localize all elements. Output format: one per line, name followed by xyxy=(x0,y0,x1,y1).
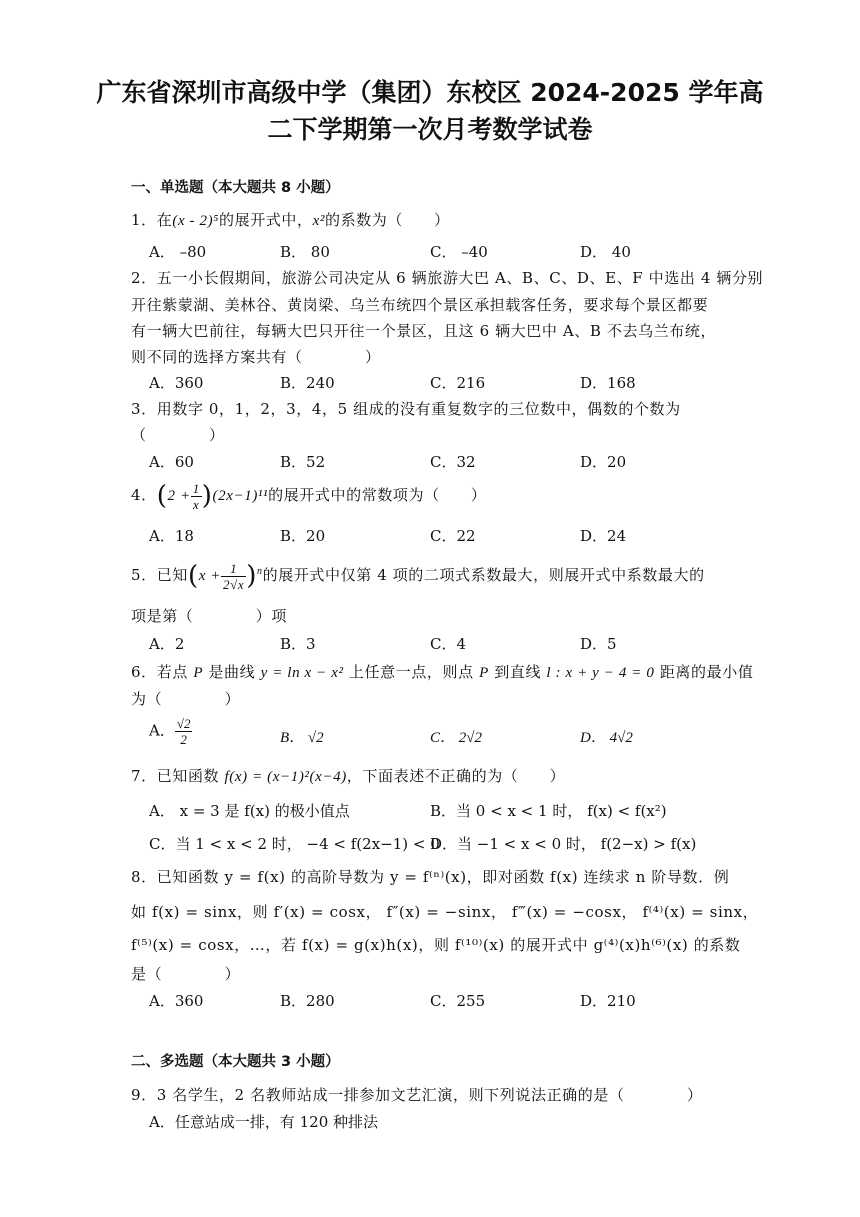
question-5-stem xyxy=(131,552,726,596)
q1-option-b[interactable]: B． 80 xyxy=(280,243,330,261)
q2-stem-line-4: 则不同的选择方案共有（ ） xyxy=(131,348,381,366)
exam-title-line-2: 二下学期第一次月考数学试卷 xyxy=(267,115,593,144)
q5-prefix: 5．已知 xyxy=(131,566,188,584)
section-heading-single-choice: 一、单选题（本大题共 8 小题） xyxy=(131,180,340,196)
question-7-stem xyxy=(131,765,726,786)
q1-option-c[interactable]: C． –40 xyxy=(430,243,488,261)
q6-option-a-fraction xyxy=(175,716,193,747)
q6-point-p: P xyxy=(193,665,204,681)
q7-option-a[interactable]: A． x = 3 是 f(x) 的极小值点 xyxy=(149,802,350,820)
q5-suffix: 的展开式中仅第 4 项的二项式系数最大，则展开式中系数最大的 xyxy=(262,566,705,584)
q2-stem-line-2: 开往紫蒙湖、美林谷、黄岗梁、乌兰布统四个景区承担载客任务，要求每个景区都要 xyxy=(131,296,709,314)
q8-stem-line-4: 是（ ） xyxy=(131,965,241,983)
q5-option-c[interactable]: C．4 xyxy=(430,635,467,653)
q7-function: f(x) = (x−1)²(x−4) xyxy=(224,769,347,785)
q8-option-b[interactable]: B．280 xyxy=(280,992,335,1010)
question-4-stem xyxy=(131,477,726,514)
q5-left-paren: ( xyxy=(187,561,199,591)
q1-expression: (x - 2)⁵ xyxy=(172,213,220,229)
q6-text-e: 距离的最小值 xyxy=(654,663,754,681)
q4-pre: 2 + xyxy=(167,488,191,504)
section-heading-multi-choice: 二、多选题（本大题共 3 小题） xyxy=(131,1054,340,1070)
q7-option-c[interactable]: C．当 1 < x < 2 时， −4 < f(2x−1) < 0 xyxy=(149,835,440,853)
q6-point-p-2: P xyxy=(479,665,489,681)
q4-frac-num: 1 xyxy=(192,480,200,496)
q8-stem-line-2: 如 f(x) = sinx，则 f′(x) = cosx， f″(x) = −sinx， f‴(x) = −cosx， f⁽⁴⁾(x) = sinx， xyxy=(131,903,759,921)
q4-option-d[interactable]: D．24 xyxy=(580,527,627,545)
q1-mid: 的展开式中， xyxy=(219,211,313,229)
q2-option-d[interactable]: D．168 xyxy=(580,374,636,392)
q5-fraction xyxy=(221,561,246,592)
q6-option-b[interactable]: B． √2 xyxy=(280,730,324,746)
q1-variable: x² xyxy=(312,213,325,229)
q7-option-b[interactable]: B．当 0 < x < 1 时， f(x) < f(x²) xyxy=(430,802,667,820)
q8-option-c[interactable]: C．255 xyxy=(430,992,486,1010)
q6-option-a-label: A． xyxy=(149,721,175,740)
q6-text-c: 上任意一点，则点 xyxy=(343,663,480,681)
q3-stem-line-2: （ ） xyxy=(131,426,225,444)
q4-prefix: 4． xyxy=(131,486,157,504)
q6-text-a: 6．若点 xyxy=(131,663,194,681)
q7-option-d[interactable]: D．当 −1 < x < 0 时， f(2−x) > f(x) xyxy=(430,835,697,853)
q6-text-b: 是曲线 xyxy=(203,663,261,681)
q5-option-b[interactable]: B．3 xyxy=(280,635,316,653)
q4-option-b[interactable]: B．20 xyxy=(280,527,326,545)
q4-suffix: 的展开式中的常数项为（ ） xyxy=(268,486,487,504)
q2-stem-line-1: 2．五一小长假期间，旅游公司决定从 6 辆旅游大巴 A、B、C、D、E、F 中选出 4 辆分别 xyxy=(131,269,764,287)
q6-curve: y = ln x − x² xyxy=(260,665,344,681)
q8-option-d[interactable]: D．210 xyxy=(580,992,636,1010)
exam-title-line-1: 广东省深圳市高级中学（集团）东校区 2024-2025 学年高 xyxy=(96,78,764,107)
q3-stem-line-1: 3．用数字 0，1，2，3，4，5 组成的没有重复数字的三位数中，偶数的个数为 xyxy=(131,400,681,418)
q6-option-d[interactable]: D． 4√2 xyxy=(580,730,633,746)
q1-prefix: 1．在 xyxy=(131,211,173,229)
q6-option-a[interactable] xyxy=(149,716,192,747)
q5-right-paren: ) xyxy=(246,561,258,591)
q2-option-c[interactable]: C．216 xyxy=(430,374,486,392)
q3-option-d[interactable]: D．20 xyxy=(580,453,627,471)
q8-option-a[interactable]: A．360 xyxy=(149,992,204,1010)
q6-line: l : x + y − 4 = 0 xyxy=(546,665,655,681)
q3-option-a[interactable]: A．60 xyxy=(149,453,194,471)
q6-option-c[interactable]: C． 2√2 xyxy=(430,730,482,746)
q8-stem-line-3: f⁽⁵⁾(x) = cosx，…，若 f(x) = g(x)h(x)，则 f⁽¹⁰⁾(x) 的展开式中 g⁽⁴⁾(x)h⁽⁶⁾(x) 的系数 xyxy=(131,936,741,954)
q2-stem-line-3: 有一辆大巴前往，每辆大巴只开往一个景区，且这 6 辆大巴中 A、B 不去乌兰布统， xyxy=(131,322,717,340)
q1-suffix: 的系数为（ ） xyxy=(324,211,450,229)
q5-frac-num: 1 xyxy=(221,561,246,577)
q6-option-a-num: √2 xyxy=(176,716,191,731)
q6-stem-line-2: 为（ ） xyxy=(131,690,241,708)
q5-frac-den: 2√x xyxy=(223,576,245,592)
q5-stem-line-2: 项是第（ ）项 xyxy=(131,607,288,625)
q6-option-a-den: 2 xyxy=(180,732,187,747)
q5-pre: x + xyxy=(198,568,222,584)
q9-option-a[interactable]: A．任意站成一排，有 120 种排法 xyxy=(149,1113,379,1131)
q7-suffix: ，下面表述不正确的为（ ） xyxy=(346,767,566,785)
q5-option-a[interactable]: A．2 xyxy=(149,635,185,653)
q2-option-b[interactable]: B．240 xyxy=(280,374,335,392)
q5-option-d[interactable]: D．5 xyxy=(580,635,617,653)
q8-stem-line-1: 8．已知函数 y = f(x) 的高阶导数为 y = f⁽ⁿ⁾(x)，即对函数 f(x) 连续求 n 阶导数．例 xyxy=(131,868,730,886)
q4-expr2: (2x−1)¹¹ xyxy=(212,488,269,504)
q5-exponent: n xyxy=(257,566,263,577)
q9-stem-line-1: 9．3 名学生，2 名教师站成一排参加文艺汇演，则下列说法正确的是（ ） xyxy=(131,1086,703,1104)
q4-frac-den: x xyxy=(193,496,200,512)
q4-option-c[interactable]: C．22 xyxy=(430,527,476,545)
q4-right-paren: ) xyxy=(201,481,213,511)
q3-option-c[interactable]: C．32 xyxy=(430,453,476,471)
q3-option-b[interactable]: B．52 xyxy=(280,453,326,471)
q4-option-a[interactable]: A．18 xyxy=(149,527,194,545)
question-1-stem xyxy=(131,209,726,230)
q1-option-a[interactable]: A． –80 xyxy=(149,243,207,261)
q4-fraction xyxy=(191,481,202,512)
q7-prefix: 7．已知函数 xyxy=(131,767,225,785)
q1-option-d[interactable]: D． 40 xyxy=(580,243,631,261)
question-6-stem-line-1 xyxy=(131,661,754,682)
q2-option-a[interactable]: A．360 xyxy=(149,374,204,392)
q4-left-paren: ( xyxy=(156,481,168,511)
q6-text-d: 到直线 xyxy=(488,663,547,681)
